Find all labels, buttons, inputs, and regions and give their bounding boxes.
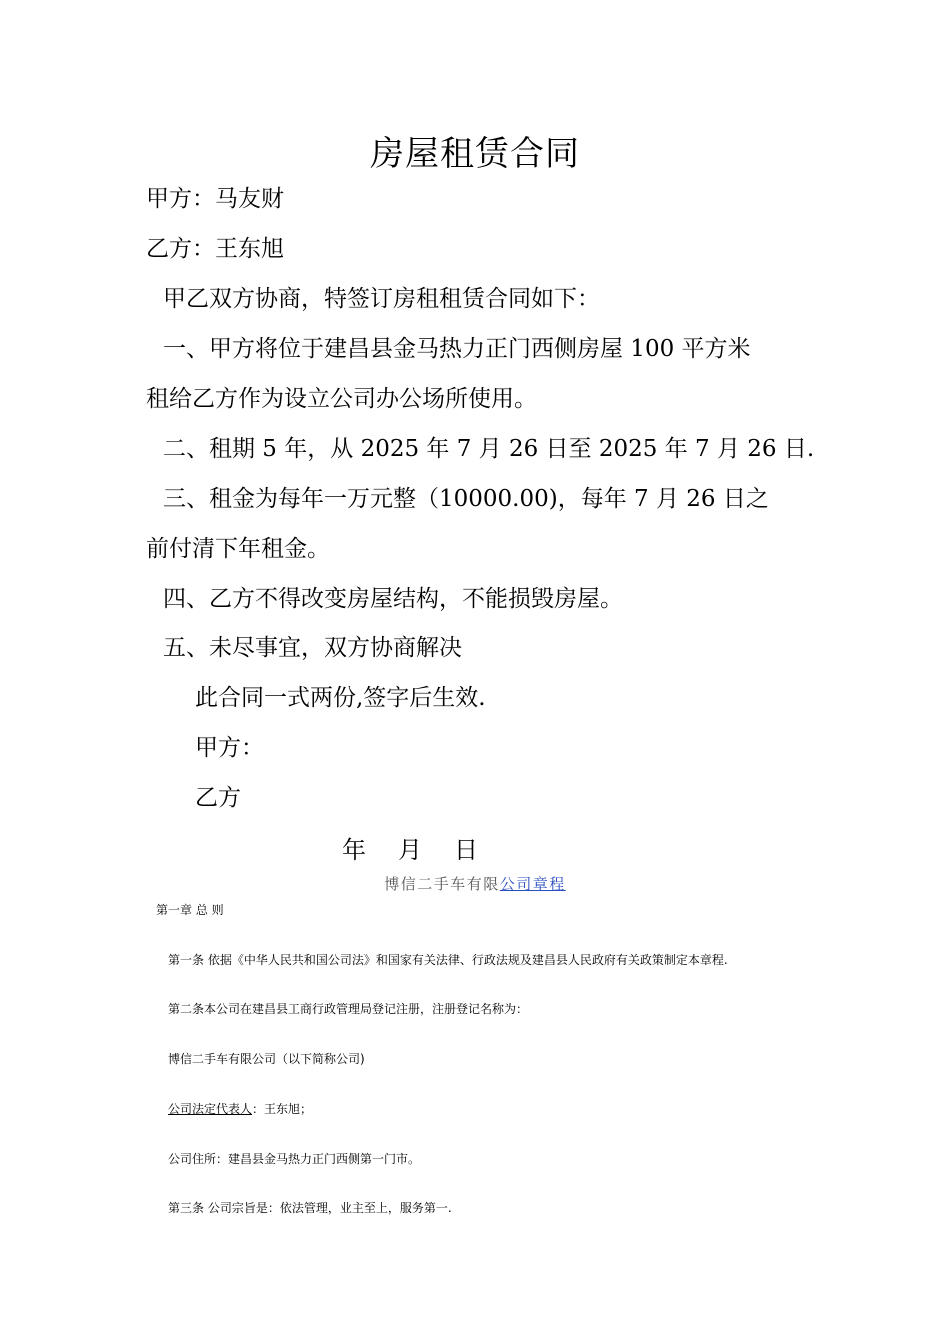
clause-5: 五、未尽事宜，双方协商解决 bbox=[163, 635, 462, 661]
charter-heading bbox=[0, 873, 950, 894]
charter-chapter-1: 第一章 总 则 bbox=[156, 903, 224, 917]
party-a: 甲方：马友财 bbox=[146, 186, 284, 212]
clause-1-line-1: 一、甲方将位于建昌县金马热力正门西侧房屋 100 平方米 bbox=[163, 336, 751, 362]
date-month: 月 bbox=[398, 836, 422, 864]
charter-legal-representative bbox=[168, 1101, 312, 1117]
clause-2: 二、租期 5 年，从 2025 年 7 月 26 日至 2025 年 7 月 26 日. bbox=[163, 436, 815, 462]
effect-statement: 此合同一式两份,签字后生效. bbox=[195, 685, 486, 711]
charter-article-2: 第二条本公司在建昌县工商行政管理局登记注册，注册登记名称为： bbox=[168, 1002, 529, 1016]
charter-company-name: 博信二手车有限公司（以下简称公司) bbox=[168, 1052, 365, 1066]
clause-3-line-1: 三、租金为每年一万元整（10000.00)，每年 7 月 26 日之 bbox=[163, 486, 769, 512]
clause-3-line-2: 前付清下年租金。 bbox=[146, 536, 330, 562]
legal-representative-label: 公司法定代表人 bbox=[168, 1102, 253, 1116]
date-year: 年 bbox=[342, 836, 366, 864]
signature-date bbox=[342, 830, 478, 865]
contract-intro: 甲乙双方协商，特签订房租租赁合同如下： bbox=[163, 286, 600, 312]
charter-article-1: 第一条 依据《中华人民共和国公司法》和国家有关法律、行政法规及建昌县人民政府有关政策制定本章程. bbox=[168, 953, 728, 967]
signature-party-a: 甲方： bbox=[195, 735, 264, 761]
date-day: 日 bbox=[454, 836, 478, 864]
charter-address: 公司住所：建昌县金马热力正门西侧第一门市。 bbox=[168, 1152, 421, 1166]
clause-1-line-2: 租给乙方作为设立公司办公场所使用。 bbox=[146, 386, 537, 412]
clause-4: 四、乙方不得改变房屋结构，不能损毁房屋。 bbox=[163, 586, 623, 612]
party-b: 乙方：王东旭 bbox=[146, 236, 284, 262]
charter-heading-link[interactable]: 公司章程 bbox=[499, 875, 566, 893]
signature-party-b: 乙方 bbox=[195, 785, 241, 811]
charter-heading-prefix: 博信二手车有限 bbox=[384, 875, 500, 893]
legal-representative-value: ：王东旭； bbox=[252, 1102, 313, 1116]
contract-title: 房屋租赁合同 bbox=[370, 134, 580, 174]
charter-article-3: 第三条 公司宗旨是：依法管理，业主至上，服务第一. bbox=[168, 1201, 452, 1215]
